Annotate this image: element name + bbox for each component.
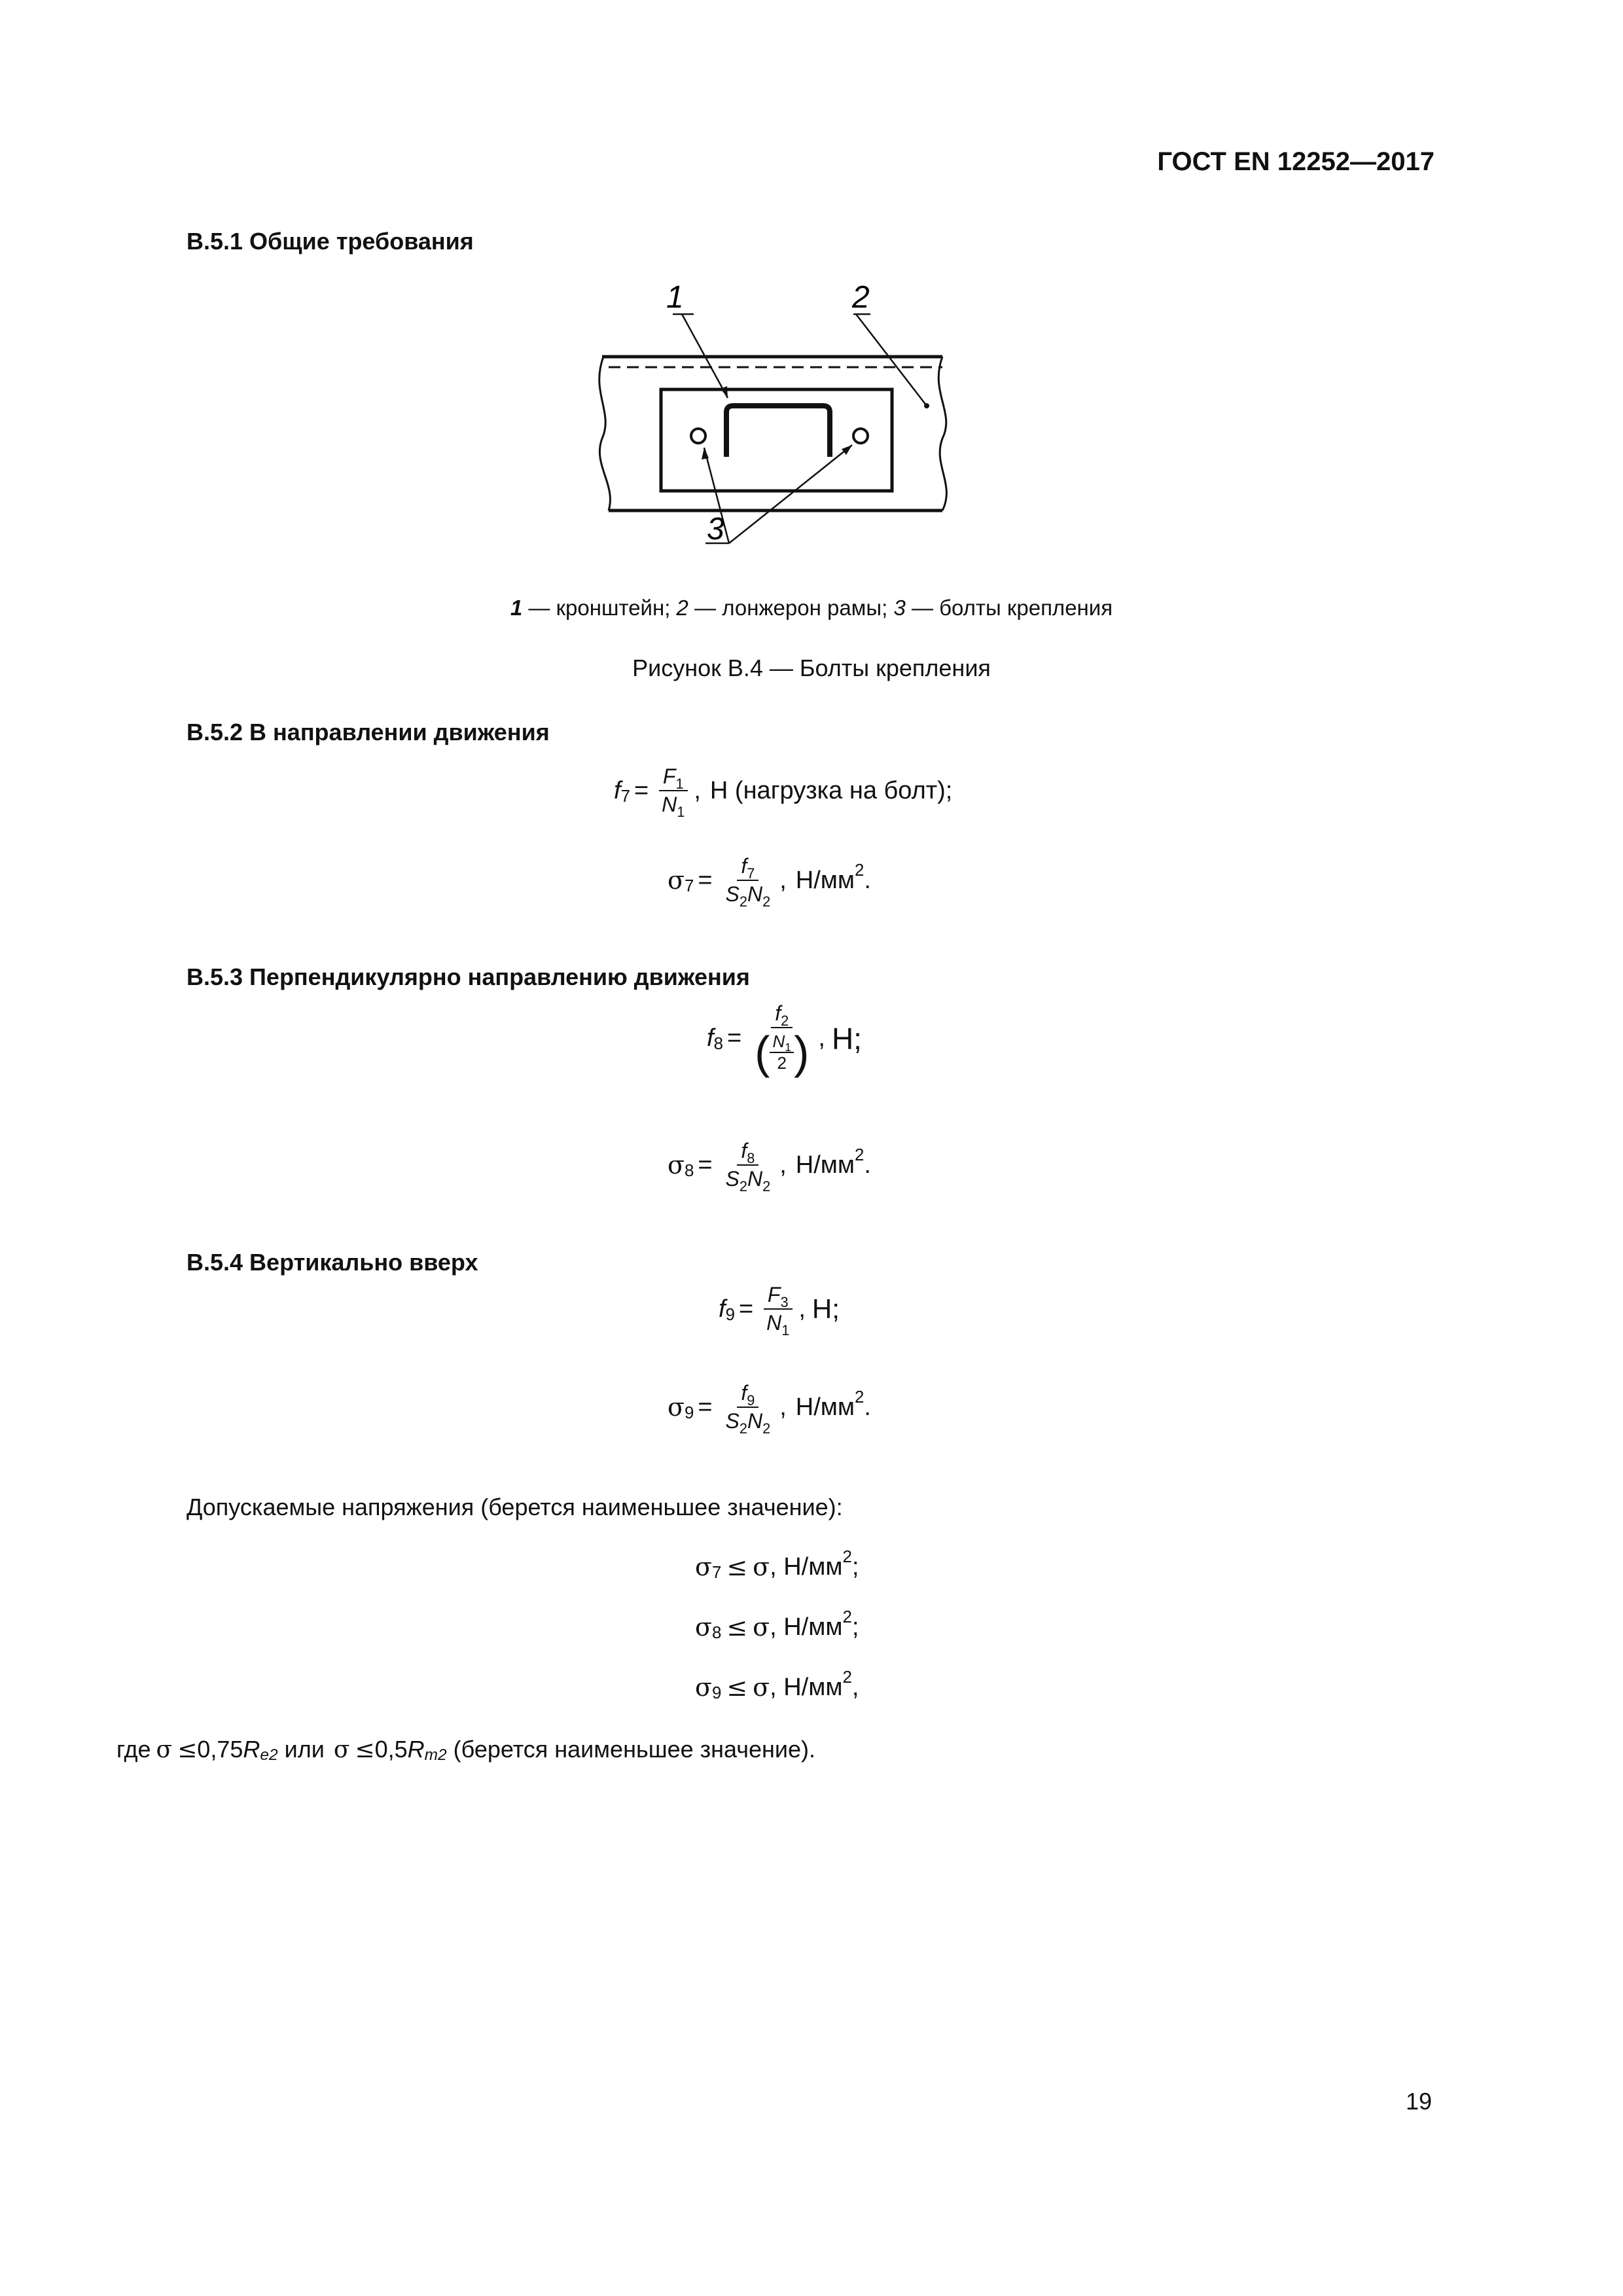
label-1: 1 <box>666 281 684 315</box>
leader-dot-2 <box>924 403 929 408</box>
formula-f7: f 7 = $\frac{F_1}{N_1}$ , Н (нагрузка на болт); <box>614 764 953 820</box>
page-number: 19 <box>1405 2088 1432 2115</box>
label-2: 2 <box>852 281 870 315</box>
formula-f8: f 8 = $f_2$ ( $\frac{N_1}{2}$ ) , Н; <box>707 1001 862 1078</box>
formula-f9: f 9 = $\frac{F_3}{N_1}$ , Н; <box>719 1283 840 1338</box>
where-clause: где σ ≤ 0,75 R e2 или σ ≤ 0,5 R m2 (берется наименьшее значение). <box>116 1736 816 1764</box>
allowable-row-sigma8: σ 8 ≤ σ , Н/мм 2 ; <box>695 1608 859 1642</box>
bracket <box>726 406 830 457</box>
section-heading-vertical-up: В.5.4 Вертикально вверх <box>187 1249 478 1276</box>
section-heading-general: В.5.1 Общие требования <box>187 228 474 255</box>
label-3: 3 <box>707 512 724 547</box>
arrow-3b <box>842 445 852 455</box>
leader-line-3b <box>729 445 852 543</box>
formula-sigma9: σ 9 = $\frac{f_9}{S_2N_2}$ , Н/мм 2 . <box>668 1381 871 1437</box>
break-line-right <box>938 357 946 511</box>
figure-legend: 1 — кронштейн; 2 — лонжерон рамы; 3 — болты крепления <box>510 596 1113 620</box>
allowable-stresses-intro: Допускаемые напряжения (берется наименьшее значение): <box>187 1494 843 1520</box>
figure-caption: Рисунок В.4 — Болты крепления <box>632 655 991 681</box>
allowable-row-sigma7: σ 7 ≤ σ , Н/мм 2 ; <box>695 1548 859 1582</box>
break-line-left <box>599 357 611 511</box>
figure-fastening-bolts <box>589 281 955 569</box>
bolt-left <box>691 429 705 443</box>
section-heading-perpendicular: В.5.3 Перпендикулярно направлению движения <box>187 963 750 990</box>
bolt-right <box>853 429 868 443</box>
allowable-row-sigma9: σ 9 ≤ σ , Н/мм 2 , <box>695 1668 859 1702</box>
section-heading-direction-of-travel: В.5.2 В направлении движения <box>187 719 550 745</box>
formula-sigma7: σ 7 = $\frac{f_7}{S_2N_2}$ , Н/мм 2 . <box>668 854 871 910</box>
document-code: ГОСТ EN 12252—2017 <box>1157 147 1435 176</box>
formula-sigma8: σ 8 = $\frac{f_8}{S_2N_2}$ , Н/мм 2 . <box>668 1139 871 1194</box>
